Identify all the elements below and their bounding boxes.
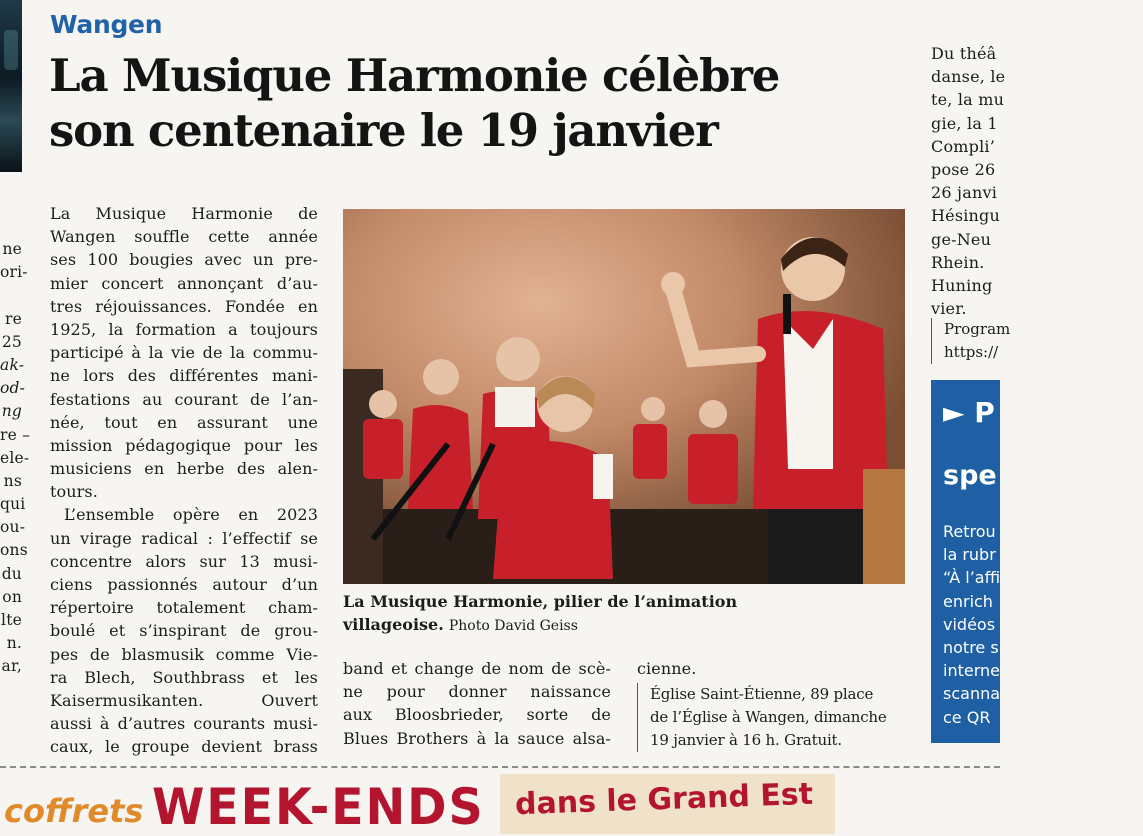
body-text-line: aux Bloosbrieder, sorte de: [343, 705, 611, 725]
body-text-line: L’ensemble opère en 2023: [64, 505, 318, 525]
body-text-line: aussi à d’autres courants musi-: [50, 714, 318, 734]
body-text-line: mission pédagogique pour les: [50, 435, 318, 455]
body-text-line: répertoire totalement cham-: [50, 598, 318, 618]
body-text-line: ses 100 bougies avec un pre-: [50, 250, 318, 270]
right-column-line: vier.: [931, 299, 967, 319]
body-text-line: ne pour donner naissance: [343, 682, 611, 702]
left-column-line: ou-: [0, 518, 26, 537]
left-column-line: du: [1, 564, 22, 583]
body-text-line: Blues Brothers à la sauce alsa-: [343, 728, 611, 748]
adjacent-article-right-column: [931, 42, 1006, 320]
article-photo: [343, 209, 905, 584]
adjacent-article-photo: [0, 0, 22, 172]
promo-line: enrich: [943, 591, 993, 611]
right-column-line: Huning: [931, 275, 993, 295]
body-text-line: festations au courant de l’an-: [50, 389, 318, 409]
body-text-line: mier concert annonçant d’au-: [50, 273, 318, 293]
promo-line: ce QR: [943, 707, 991, 727]
program-line: https://: [944, 343, 999, 361]
promo-body: [943, 520, 1143, 729]
left-column-line: ns: [3, 471, 22, 490]
body-text-line: 1925, la formation a toujours: [50, 319, 318, 339]
advertisement-banner: [0, 772, 1000, 836]
right-column-line: gie, la 1: [931, 113, 998, 133]
body-text-line: pes de blasmusik comme Vie-: [50, 644, 318, 664]
left-column-line: 25: [1, 332, 22, 351]
body-text-line: née, tout en assurant une: [50, 412, 318, 432]
promo-line: “À l’affi: [943, 568, 1001, 588]
article-body-column-1: [50, 202, 318, 759]
body-text-line: caux, le groupe devient brass: [50, 737, 318, 757]
caption-title-line-1: La Musique Harmonie, pilier de l’animation: [343, 592, 738, 611]
program-line: Program: [944, 320, 1011, 338]
body-text-line: ciens passionnés autour d’un: [50, 575, 318, 594]
left-column-line: ne: [2, 240, 22, 258]
body-text-line: Wangen souffle cette année: [50, 227, 318, 247]
promo-line: interne: [943, 661, 1000, 681]
article-body-column-3: [637, 657, 907, 680]
event-info-line: 19 janvier à 16 h. Gratuit.: [650, 731, 842, 749]
body-text-line: musiciens en herbe des alen-: [50, 459, 318, 479]
body-text-line: Kaisermusikanten. Ouvert: [50, 690, 318, 710]
right-column-line: ge-Neu: [931, 229, 992, 249]
promo-line: vidéos: [943, 614, 996, 634]
promo-line: scanna: [943, 684, 1001, 704]
article-kicker: Wangen: [50, 10, 163, 39]
body-text-line: La Musique Harmonie de: [50, 204, 318, 223]
body-text-line: ra Blech, Southbrass et les: [50, 667, 318, 687]
left-column-line: ori-: [0, 263, 28, 282]
headline-line-1: La Musique Harmonie célèbre: [49, 49, 780, 102]
promo-title: ► P: [943, 396, 995, 429]
body-text-line: participé à la vie de la commu-: [50, 343, 318, 363]
promo-line: notre s: [943, 637, 999, 657]
right-column-line: 26 janvi: [931, 183, 998, 203]
left-column-line: n.: [6, 634, 22, 653]
promo-line: Retrou: [943, 522, 996, 541]
promo-line: la rubr: [943, 545, 996, 565]
photo-caption: [343, 590, 908, 638]
left-column-line: od-: [0, 379, 26, 398]
left-column-line: qui: [0, 495, 26, 514]
left-column-line: ng: [1, 402, 22, 421]
band-photo-illustration: [343, 209, 905, 584]
event-info-box: [637, 683, 907, 752]
left-column-line: re: [5, 309, 22, 328]
ad-weekends-text: WEEK-ENDS: [152, 778, 485, 836]
left-column-line: lte: [1, 611, 22, 629]
body-text-line: tours.: [50, 482, 98, 502]
promo-box: [931, 380, 1000, 743]
body-text-line: concentre alors sur 13 musi-: [50, 551, 318, 571]
body-text-line: band et change de nom de scè-: [343, 659, 611, 678]
right-column-line: Hésingu: [931, 206, 1001, 226]
page-divider: [0, 766, 1000, 768]
adjacent-program-box: [931, 318, 1011, 364]
left-column-line: on: [2, 587, 22, 606]
body-text-line: boulé et s’inspirant de grou-: [50, 621, 318, 641]
event-info-line: de l’Église à Wangen, dimanche: [650, 708, 887, 726]
right-column-line: Du théâ: [931, 44, 997, 63]
photo-credit: Photo David Geiss: [448, 618, 578, 634]
left-column-line: ele-: [0, 448, 30, 467]
event-info-line: Église Saint-Étienne, 89 place: [650, 685, 874, 703]
left-column-line: ar,: [1, 657, 22, 676]
adjacent-article-left-column: [0, 238, 31, 679]
body-text-line: un virage radical : l’effectif se: [50, 528, 318, 548]
right-column-line: Compli’: [931, 136, 996, 156]
caption-title-line-2: villageoise.: [343, 615, 444, 634]
headline-line-2: son centenaire le 19 janvier: [49, 104, 718, 157]
ad-grand-est-text: dans le Grand Est: [514, 776, 814, 823]
ad-coffrets-text: coffrets: [4, 792, 144, 830]
article-body-column-2: [343, 657, 611, 750]
right-column-line: te, la mu: [931, 90, 1005, 110]
left-column-line: [0, 284, 22, 307]
left-column-line: re –: [0, 425, 31, 444]
left-column-line: ons: [0, 541, 28, 560]
body-text-line: tres réjouissances. Fondée en: [50, 296, 318, 316]
left-column-line: ak-: [0, 355, 25, 374]
right-column-line: Rhein.: [931, 252, 985, 272]
article-headline: [49, 48, 929, 158]
right-column-line: danse, le: [931, 67, 1006, 87]
body-text-line: ne lors des différentes mani-: [50, 366, 318, 386]
right-column-line: pose 26: [931, 159, 996, 179]
promo-subtitle: spe: [943, 460, 997, 491]
body-text-line: cienne.: [637, 659, 697, 678]
